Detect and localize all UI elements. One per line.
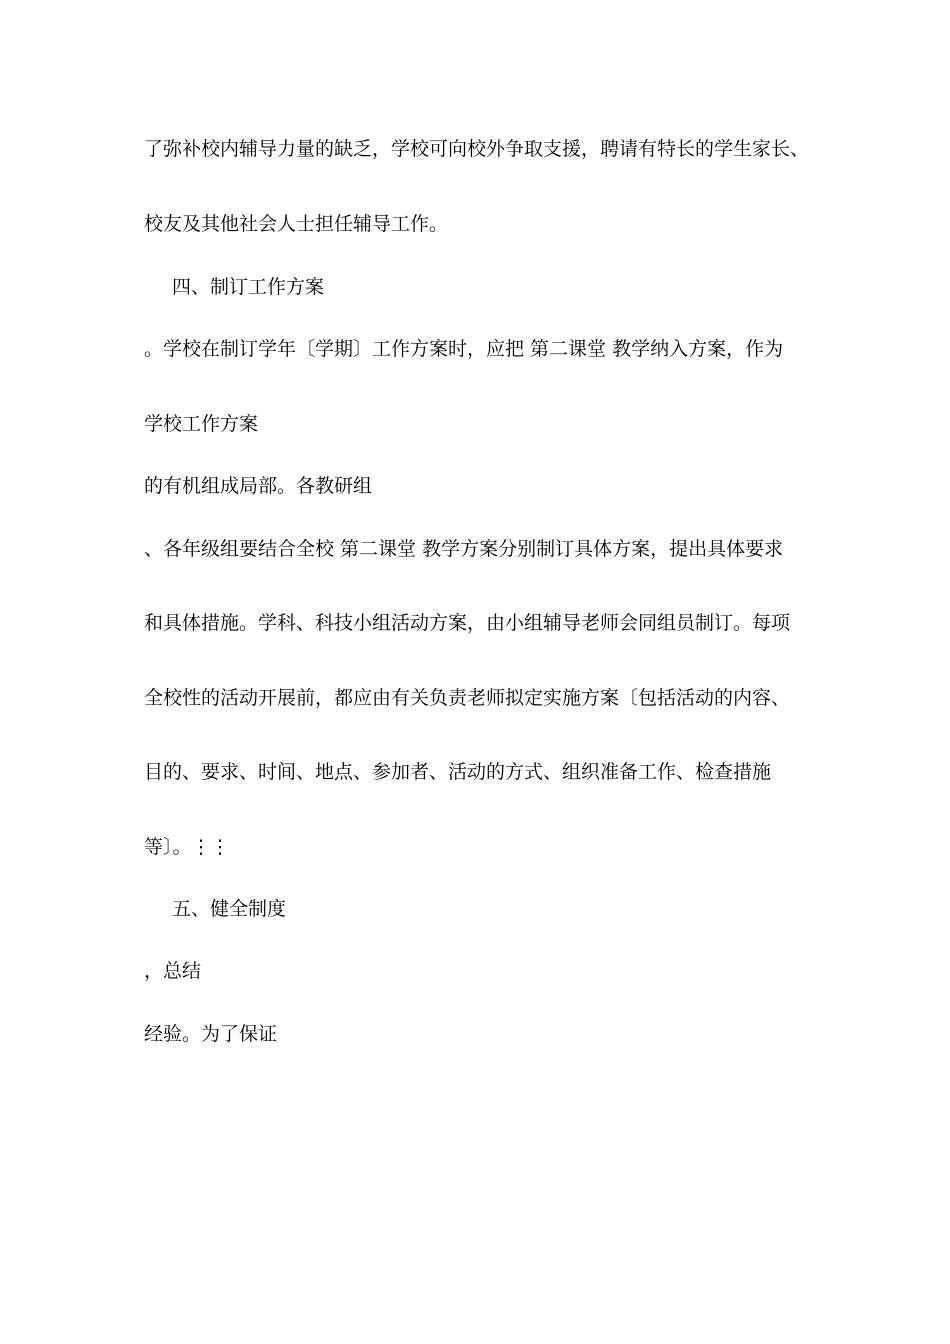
paragraph-line: 、各年级组要结合全校 第二课堂 教学方案分别制订具体方案，提出具体要求	[144, 538, 784, 560]
paragraph-line: 目的、要求、时间、地点、参加者、活动的方式、组织准备工作、检查措施	[144, 761, 772, 783]
section-heading: 四、制订工作方案	[172, 276, 325, 298]
paragraph-line: 学校工作方案	[144, 413, 259, 435]
paragraph-line: 的有机组成局部。各教研组	[144, 475, 373, 497]
paragraph-line: 和具体措施。学科、科技小组活动方案，由小组辅导老师会同组员制订。每项	[144, 612, 791, 634]
paragraph-line: 经验。为了保证	[144, 1023, 278, 1045]
paragraph-line: 校友及其他社会人士担任辅导工作。	[144, 213, 449, 235]
paragraph-line: 全校性的活动开展前，都应由有关负责老师拟定实施方案〔包括活动的内容、	[144, 687, 791, 709]
paragraph-line: 等〕。⋮⋮	[144, 836, 230, 858]
section-heading: 五、健全制度	[172, 898, 287, 920]
paragraph-line: ，总结	[144, 960, 202, 982]
paragraph-line: 了弥补校内辅导力量的缺乏，学校可向校外争取支援，聘请有特长的学生家长、	[144, 138, 810, 160]
paragraph-line: 。学校在制订学年〔学期〕工作方案时，应把 第二课堂 教学纳入方案，作为	[144, 338, 784, 360]
